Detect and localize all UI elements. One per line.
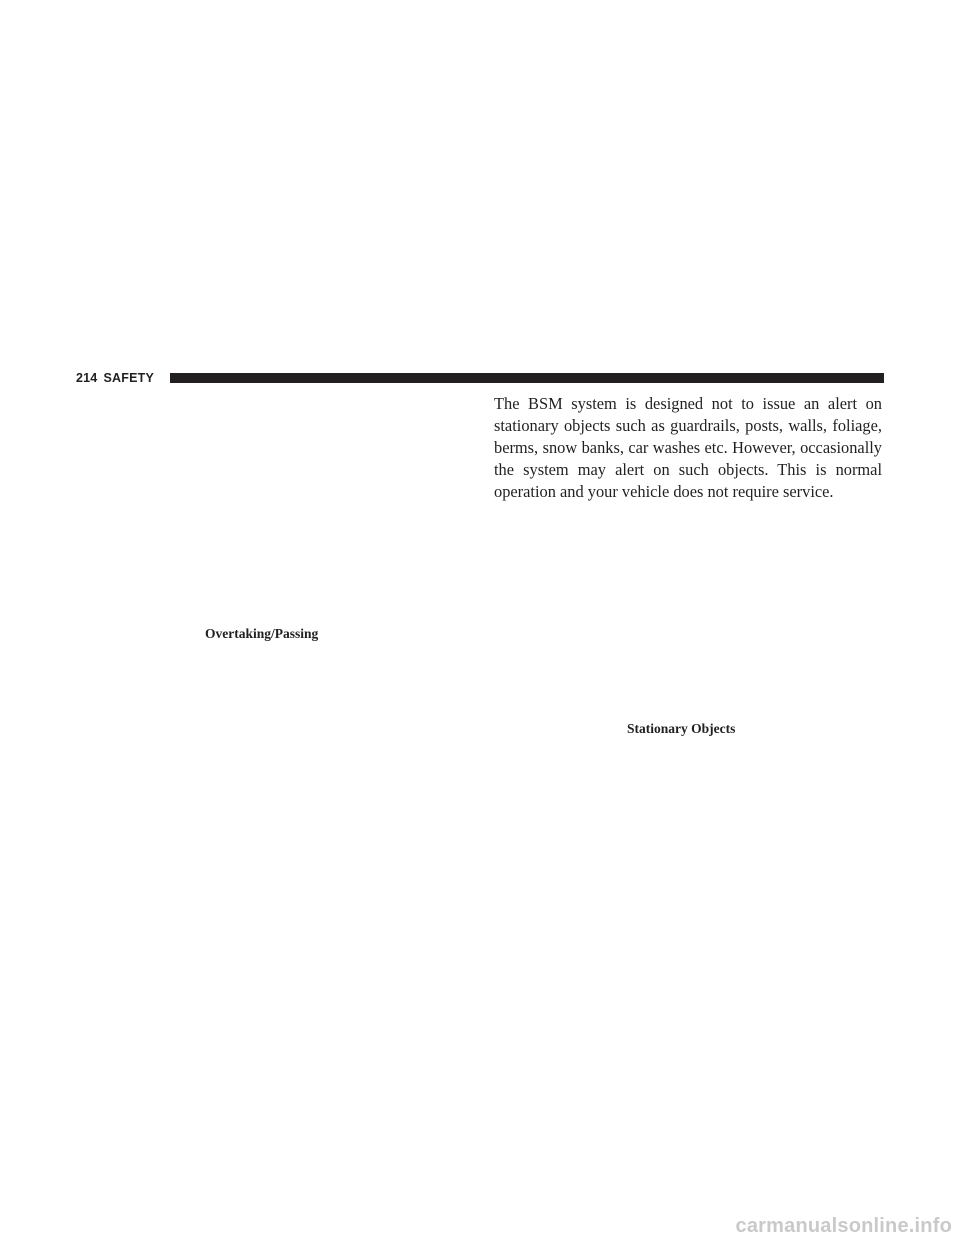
watermark: carmanualsonline.info [735,1215,952,1237]
figure-caption-overtaking: Overtaking/Passing [205,626,319,641]
header-rule [170,373,884,383]
bsm-stationary-paragraph: The BSM system is designed not to issue an alert on stationary objects such as guardrails, posts, walls, foliage, berms, snow banks, car washes etc. However, occasionally the system may alert on such objects. This is normal operation and your vehicle does not require service. [494,394,882,501]
header-label [76,370,154,386]
section-title: SAFETY [103,371,154,385]
page-number: 214 [76,371,98,385]
figure-caption-stationary: Stationary Objects [627,721,736,736]
page-header [76,370,884,386]
